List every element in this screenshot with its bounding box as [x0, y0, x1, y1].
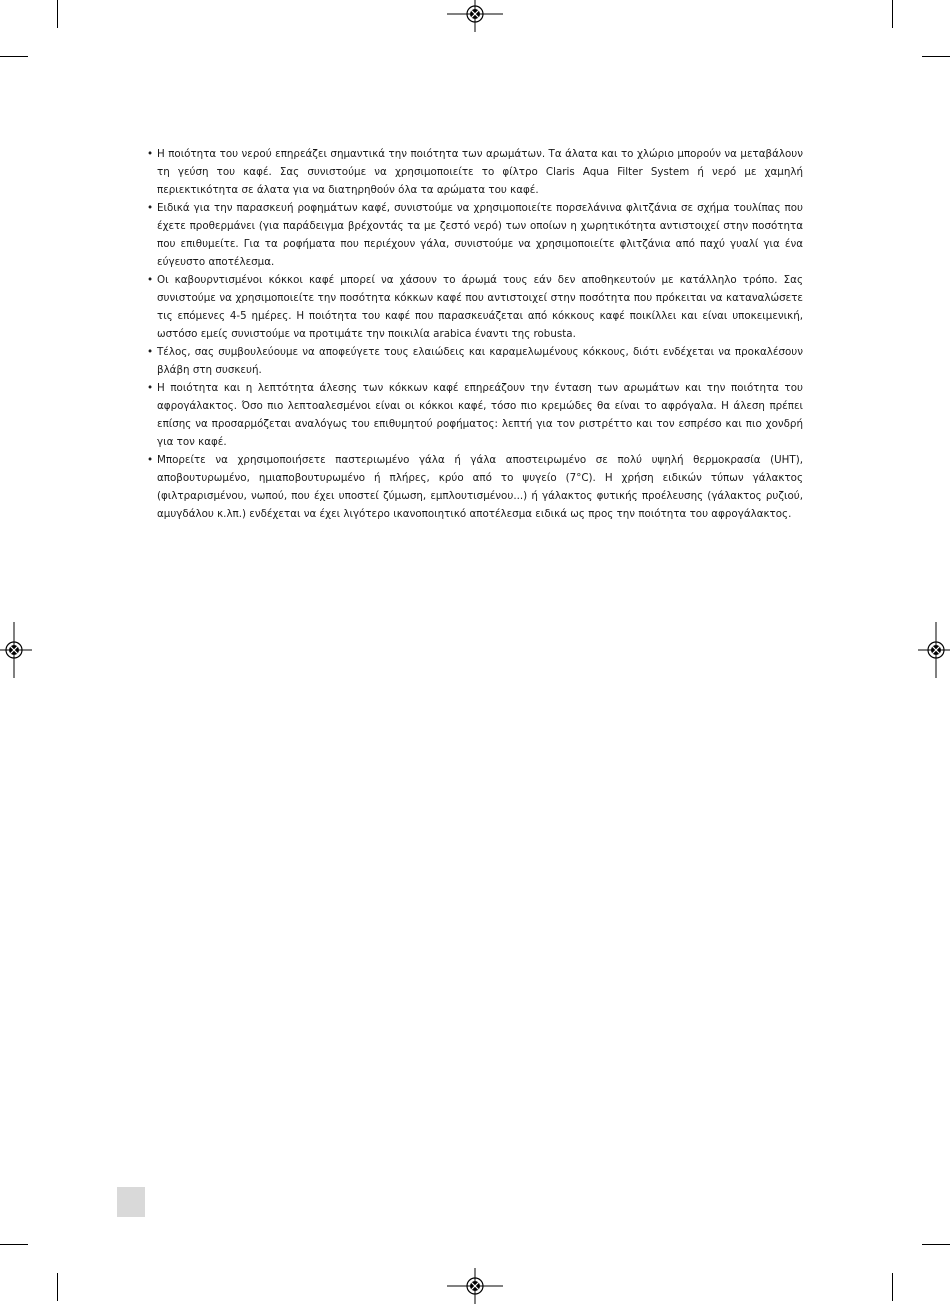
- crop-mark-top-left: [57, 0, 58, 28]
- list-item-text: Μπορείτε να χρησιμοποιήσετε παστεριωμένο γάλα ή γάλα αποστειρωμένο σε πολύ υψηλή θερμοκρασία (UHT), αποβουτυρωμένο, ημιαποβουτυρωμένο ή πλήρες, κρύο από το ψυγείο (7°C). Η χρήση ειδικών τύπων γάλακτος (φιλτραρισμένου, νωπού, που έχει υποστεί ζύμωση, εμπλουτισμένου...) ή γάλακτος φυτικής προέλευσης (γάλακτος ρυζιού, αμυγδάλου κ.λπ.) ενδέχεται να έχει λιγότερο ικανοποιητικό αποτέλεσμα ειδικά ως προς την ποιότητα του αφρογάλακτος.: [157, 454, 803, 520]
- registration-mark-bottom-icon: [447, 1268, 503, 1304]
- crop-mark-bottom-right: [922, 1244, 950, 1245]
- crop-mark-top-right: [922, 56, 950, 57]
- bullet-icon: •: [147, 382, 154, 394]
- bullet-icon: •: [147, 274, 154, 286]
- list-item: [147, 145, 803, 199]
- registration-mark-left-icon: [0, 622, 32, 678]
- list-item-text: Τέλος, σας συμβουλεύουμε να αποφεύγετε τους ελαιώδεις και καραμελωμένους κόκκους, διότι ενδέχεται να προκαλέσουν βλάβη στη συσκευή.: [157, 346, 803, 376]
- bullet-icon: •: [147, 148, 154, 160]
- crop-mark-bottom-left: [0, 1244, 28, 1245]
- list-item: [147, 271, 803, 343]
- bullet-icon: •: [147, 346, 154, 358]
- bullet-icon: •: [147, 454, 154, 466]
- crop-mark-top-right: [892, 0, 893, 28]
- list-item: [147, 379, 803, 451]
- registration-mark-top-icon: [447, 0, 503, 32]
- registration-mark-right-icon: [918, 622, 950, 678]
- crop-mark-top-left: [0, 56, 28, 57]
- crop-mark-bottom-right: [892, 1273, 893, 1301]
- list-item: [147, 343, 803, 379]
- page-number-tab: [117, 1187, 145, 1217]
- list-item: [147, 451, 803, 523]
- list-item-text: Οι καβουρντισμένοι κόκκοι καφέ μπορεί να χάσουν το άρωμά τους εάν δεν αποθηκευτούν με κατάλληλο τρόπο. Σας συνιστούμε να χρησιμοποιείτε την ποσότητα κόκκων καφέ που αντιστοιχεί στην ποσότητα που πρόκειται να καταναλώσετε τις επόμενες 4-5 ημέρες. Η ποιότητα του καφέ που παρασκευάζεται από κόκκους καφέ ποικίλλει και είναι υποκειμενική, ωστόσο εμείς συνιστούμε να προτιμάτε την ποικιλία arabica έναντι της robusta.: [157, 274, 803, 340]
- bullet-icon: •: [147, 202, 154, 214]
- list-item-text: Η ποιότητα του νερού επηρεάζει σημαντικά την ποιότητα των αρωμάτων. Τα άλατα και το χλώριο μπορούν να μεταβάλουν τη γεύση του καφέ. Σας συνιστούμε να χρησιμοποιείτε το φίλτρο Claris Aqua Filter System ή νερό με χαμηλή περιεκτικότητα σε άλατα για να διατηρηθούν όλα τα αρώματα του καφέ.: [157, 148, 803, 196]
- tips-bullet-list: [147, 145, 803, 523]
- list-item-text: Η ποιότητα και η λεπτότητα άλεσης των κόκκων καφέ επηρεάζουν την ένταση των αρωμάτων και την ποιότητα του αφρογάλακτος. Όσο πιο λεπτοαλεσμένοι είναι οι κόκκοι καφέ, τόσο πιο κρεμώδες θα είναι το αφρόγαλα. Η άλεση πρέπει επίσης να προσαρμόζεται αναλόγως του επιθυμητού ροφήματος: λεπτή για τον ριστρέττο και τον εσπρέσο και πιο χονδρή για τον καφέ.: [157, 382, 803, 448]
- list-item-text: Ειδικά για την παρασκευή ροφημάτων καφέ, συνιστούμε να χρησιμοποιείτε πορσελάνινα φλιτζάνια σε σχήμα τουλίπας που έχετε προθερμάνει (για παράδειγμα βρέχοντάς τα με ζεστό νερό) των οποίων η χωρητικότητα αντιστοιχεί στην ποσότητα που επιθυμείτε. Για τα ροφήματα που περιέχουν γάλα, συνιστούμε να χρησιμοποιείτε φλιτζάνια από παχύ γυαλί για ένα εύγευστο αποτέλεσμα.: [157, 202, 803, 268]
- list-item: [147, 199, 803, 271]
- crop-mark-bottom-left: [57, 1273, 58, 1301]
